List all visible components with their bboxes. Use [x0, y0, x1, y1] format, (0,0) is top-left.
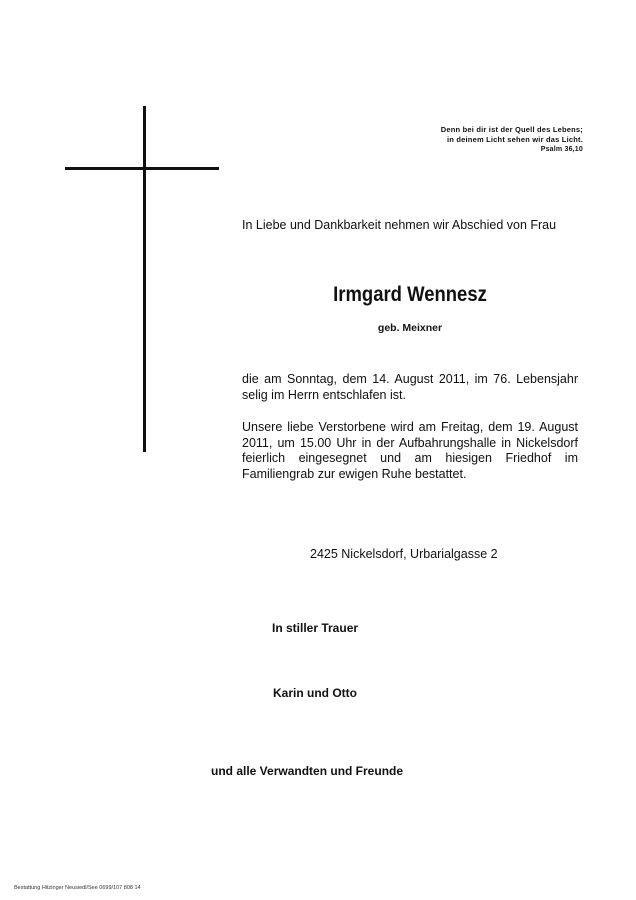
cross-icon — [143, 106, 146, 452]
quote-line-1: Denn bei dir ist der Quell des Lebens; — [440, 125, 583, 134]
psalm-quote — [441, 125, 583, 155]
mourning-line: In stiller Trauer — [272, 621, 359, 635]
quote-reference: Psalm 36,10 — [540, 146, 583, 153]
deceased-name: Irmgard Wennesz — [333, 283, 487, 306]
address: 2425 Nickelsdorf, Urbarialgasse 2 — [310, 547, 498, 561]
family-names: Karin und Otto — [273, 686, 357, 700]
relatives-line: und alle Verwandten und Freunde — [211, 764, 404, 778]
funeral-notice-paragraph: Unsere liebe Verstorbene wird am Freitag, dem 19. August 2011, um 15.00 Uhr in der Aufbahrungshalle in Nickelsdorf feierlich eingesegnet und am hiesigen Friedhof im Familiengrab zur ewigen Ruhe bestattet. — [242, 420, 578, 481]
intro-text: In Liebe und Dankbarkeit nehmen wir Abschied von Frau — [242, 218, 557, 232]
quote-line-2: in deinem Licht sehen wir das Licht. — [447, 135, 583, 144]
death-notice-paragraph: die am Sonntag, dem 14. August 2011, im 76. Lebensjahr selig im Herrn entschlafen ist. — [242, 372, 578, 402]
funeral-home-footer: Bestattung Hitzinger Neusiedl/See 0699/107 808 14 — [14, 885, 141, 891]
cross-icon-crossbar — [65, 167, 219, 170]
birth-name: geb. Meixner — [377, 322, 443, 334]
